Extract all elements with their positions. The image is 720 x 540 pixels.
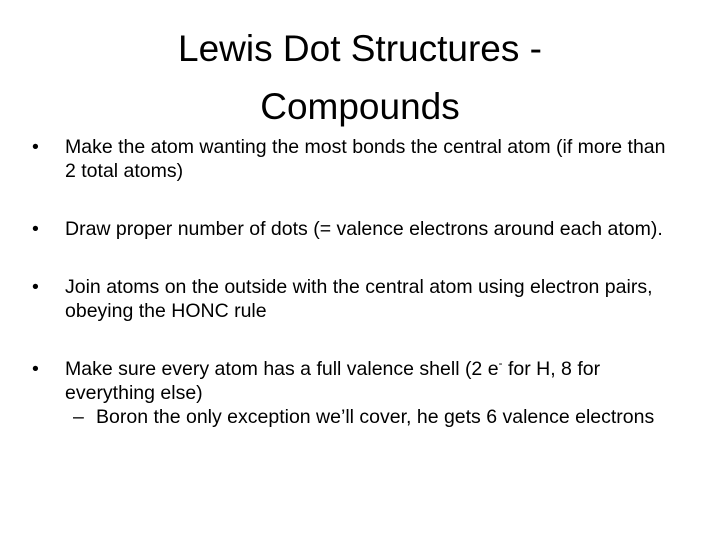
bullet-item-full-valence: [32, 357, 672, 429]
bullet-item-draw-dots: [32, 217, 672, 241]
bullet-text: Join atoms on the outside with the central atom using electron pairs, obeying the HONC rule: [65, 276, 653, 322]
bullet-text: Draw proper number of dots (= valence electrons around each atom).: [65, 218, 663, 240]
electron-charge-superscript: -: [498, 356, 503, 370]
slide-title: [40, 20, 680, 136]
bullet-dot-icon: •: [32, 136, 39, 158]
bullet-dot-icon: •: [32, 358, 39, 380]
sub-bullet-item-boron: [65, 405, 672, 429]
bullet-list: [32, 135, 672, 429]
bullet-text: Make the atom wanting the most bonds the central atom (if more than 2 total atoms): [65, 136, 666, 182]
sub-bullet-text: Boron the only exception we’ll cover, he gets 6 valence electrons: [96, 406, 655, 428]
title-line-2: Compounds: [260, 86, 460, 127]
bullet-item-join-atoms: [32, 275, 672, 323]
sub-bullet-list: [65, 405, 672, 429]
title-line-1: Lewis Dot Structures -: [178, 28, 542, 69]
dash-icon: –: [73, 406, 84, 428]
bullet-dot-icon: •: [32, 276, 39, 298]
bullet-item-central-atom: [32, 135, 672, 183]
bullet-text-part-2: for H, 8 for everything else): [65, 358, 601, 404]
bullet-text: [65, 358, 600, 404]
bullet-dot-icon: •: [32, 218, 39, 240]
bullet-text-part-1: Make sure every atom has a full valence shell (2 e: [65, 358, 499, 380]
